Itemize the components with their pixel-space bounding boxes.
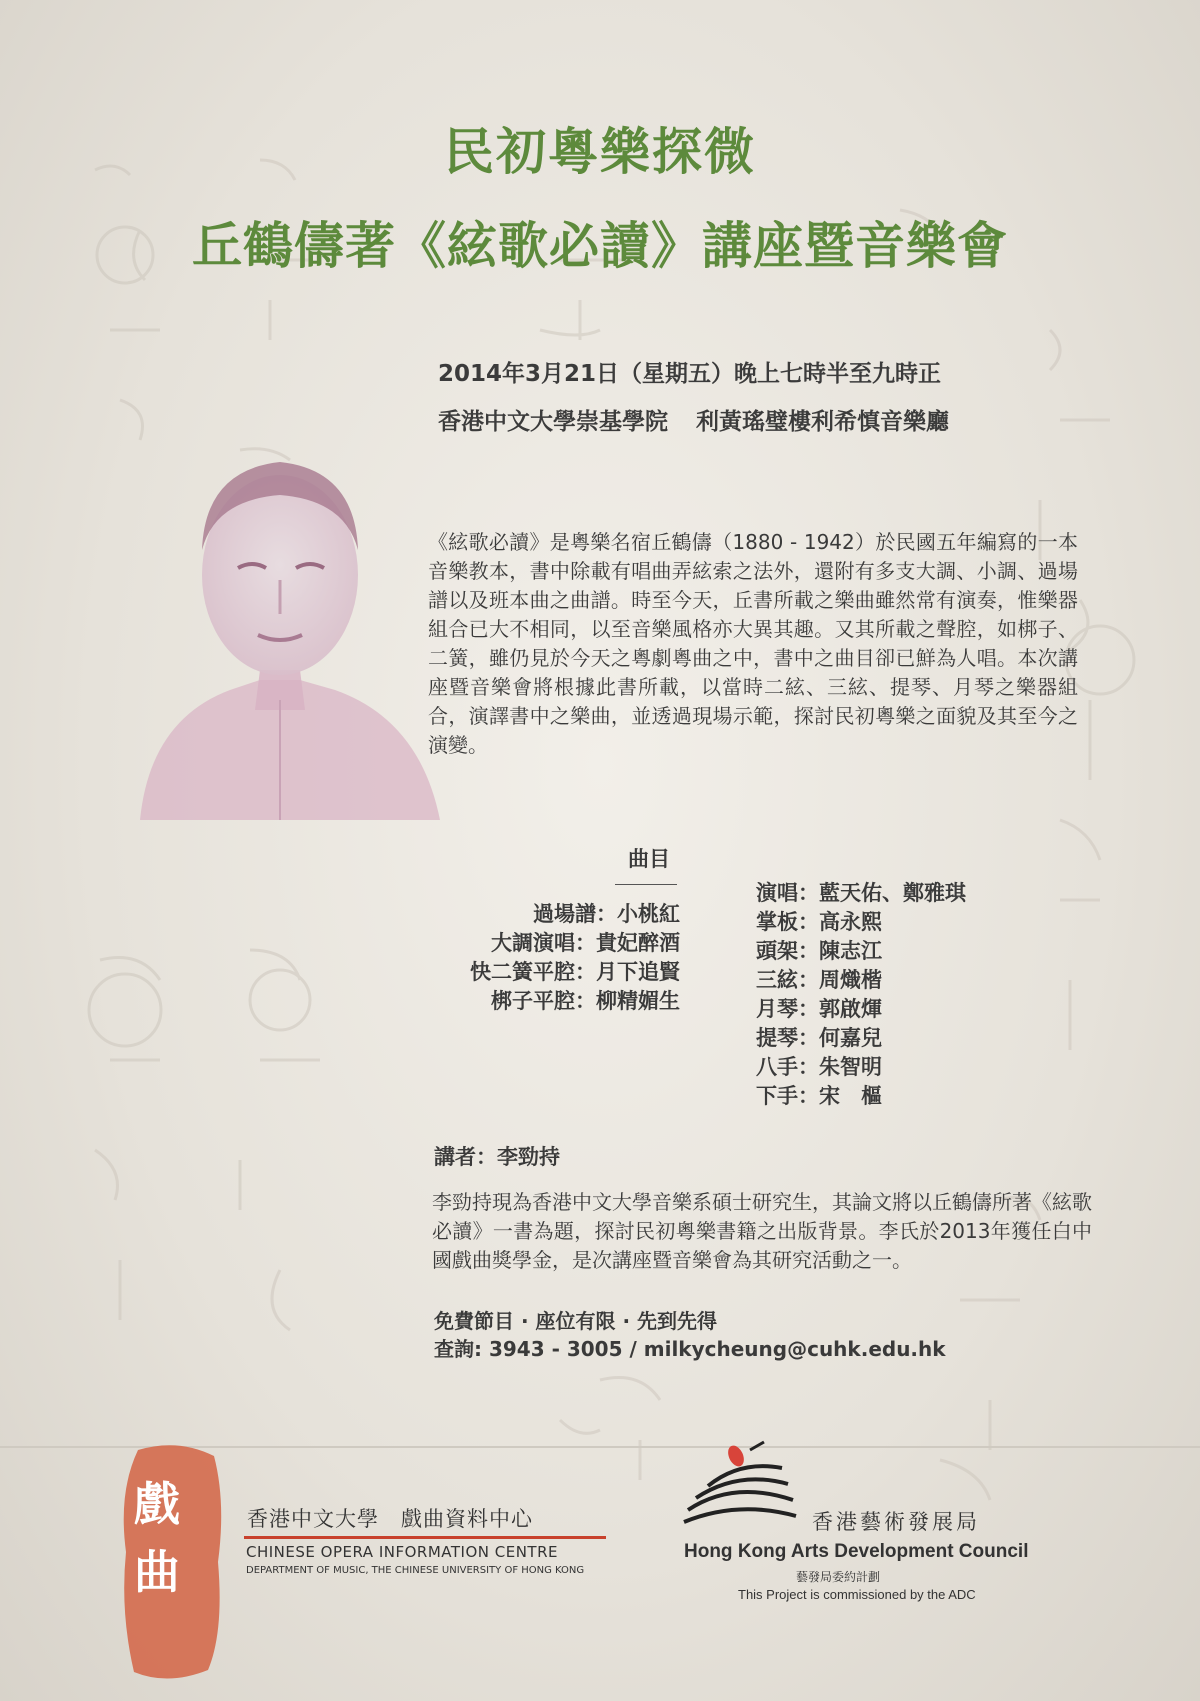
performer-item: 演唱：藍天佑、鄭雅琪 xyxy=(756,881,966,905)
performer-item: 頭架：陳志江 xyxy=(756,939,882,963)
performer-item: 月琴：郭啟煇 xyxy=(756,997,882,1021)
adc-commission-english: This Project is commissioned by the ADC xyxy=(738,1587,976,1602)
event-description: 《絃歌必讀》是粵樂名宿丘鶴儔（1880 - 1942）於民國五年編寫的一本音樂教本，書中除載有唱曲弄絃索之法外，還附有多支大調、小調、過場譜以及班本曲之曲譜。時至今天，丘書所載之樂曲雖然常有演奏，惟樂器組合已大不相同，以至音樂風格亦大異其趣。又其所載之聲腔，如梆子、二簧，雖仍見於今天之粵劇粵曲之中，書中之曲目卻已鮮為人唱。本次講座暨音樂會將根據此書所載，以當時二絃、三絃、提琴、月琴之樂器組合，演譯書中之樂曲，並透過現場示範，探討民初粵樂之面貌及其至今之演變。 xyxy=(428,530,1078,757)
page-title: 民初粵樂探微 xyxy=(444,123,756,181)
program-item: 快二簧平腔：月下追賢 xyxy=(470,960,680,984)
program-item: 梆子平腔：柳精媚生 xyxy=(491,989,680,1013)
seal-character-bottom: 曲 xyxy=(134,1545,180,1599)
coic-divider xyxy=(244,1536,606,1539)
program-heading: 曲目 xyxy=(628,847,670,871)
admission-note: 免費節目 · 座位有限 · 先到先得 xyxy=(434,1309,718,1333)
cuhk-name: 香港中文大學 xyxy=(247,1507,379,1531)
performer-item: 三絃：周熾楷 xyxy=(756,968,882,992)
cuhk-coic-chinese-name xyxy=(247,1503,533,1533)
seal-character-top: 戲 xyxy=(134,1477,180,1531)
inquiry-contact: 查詢: 3943 - 3005 / milkycheung@cuhk.edu.hk xyxy=(434,1337,946,1361)
performer-item: 掌板：高永熙 xyxy=(756,910,882,934)
program-item: 大調演唱：貴妃醉酒 xyxy=(491,931,680,955)
program-list xyxy=(400,898,680,1014)
performer-item: 下手：宋 樞 xyxy=(756,1084,882,1108)
performer-list xyxy=(756,877,1046,1109)
adc-english-name: Hong Kong Arts Development Council xyxy=(684,1541,1029,1562)
portrait-image xyxy=(110,390,450,820)
adc-chinese-name: 香港藝術發展局 xyxy=(812,1510,980,1534)
performer-item: 八手：朱智明 xyxy=(756,1055,882,1079)
speaker-bio: 李勁持現為香港中文大學音樂系碩士研究生，其論文將以丘鶴儔所著《絃歌必讀》一書為題，探討民初粵樂書籍之出版背景。李氏於2013年獲任白中國戲曲獎學金，是次講座暨音樂會為其研究活動之一。 xyxy=(432,1190,1092,1272)
speaker-label: 講者：李勁持 xyxy=(434,1145,560,1169)
program-item: 過場譜：小桃紅 xyxy=(533,902,680,926)
coic-english-name: CHINESE OPERA INFORMATION CENTRE xyxy=(246,1543,558,1561)
event-venue xyxy=(438,403,949,436)
event-datetime: 2014年3月21日（星期五）晚上七時半至九時正 xyxy=(438,361,942,387)
coic-name: 戲曲資料中心 xyxy=(401,1507,533,1531)
venue-hall: 利黃瑤璧樓利希慎音樂廳 xyxy=(696,409,949,435)
program-divider xyxy=(615,884,677,885)
venue-college: 香港中文大學崇基學院 xyxy=(438,409,668,435)
page-subtitle: 丘鶴儔著《絃歌必讀》講座暨音樂會 xyxy=(192,217,1008,275)
department-name: DEPARTMENT OF MUSIC, THE CHINESE UNIVERSITY OF HONG KONG xyxy=(246,1565,585,1576)
adc-logo-icon xyxy=(678,1440,798,1536)
adc-commission-chinese: 藝發局委約計劃 xyxy=(796,1570,881,1584)
performer-item: 提琴：何嘉兒 xyxy=(756,1026,882,1050)
